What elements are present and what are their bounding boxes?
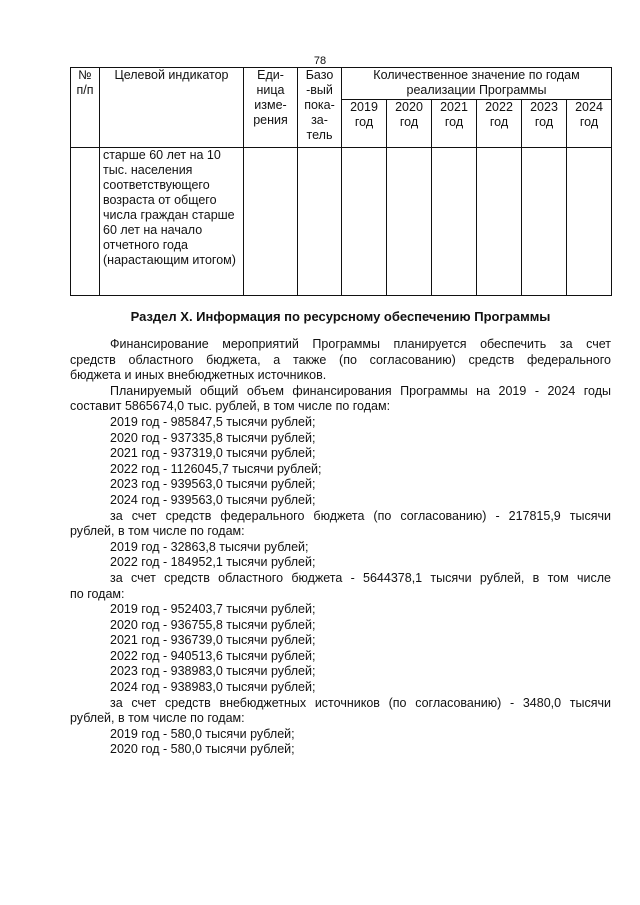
paragraph-line: средств областного бюджета, а также (по согласованию) средств федерального — [70, 352, 611, 367]
cell-number — [71, 148, 100, 296]
cell-2022 — [477, 148, 522, 296]
list-item: 2019 год - 32863,8 тысячи рублей; — [110, 539, 309, 554]
cell-2021 — [432, 148, 477, 296]
header-quantity: Количественное значение по годам реализации Программы — [342, 68, 612, 100]
paragraph-line: за счет средств федерального бюджета (по согласованию) - 217815,9 тысячи — [110, 508, 611, 523]
cell-2019 — [342, 148, 387, 296]
paragraph-line: по годам: — [70, 586, 125, 601]
cell-2023 — [522, 148, 567, 296]
list-item: 2020 год - 580,0 тысячи рублей; — [110, 742, 295, 757]
list-item: 2024 год - 938983,0 тысячи рублей; — [110, 680, 316, 695]
list-item: 2019 год - 580,0 тысячи рублей; — [110, 726, 295, 741]
list-item: 2023 год - 938983,0 тысячи рублей; — [110, 664, 316, 679]
cell-2024 — [567, 148, 612, 296]
cell-indicator: старше 60 лет на 10 тыс. населения соответствующего возраста от общего числа граждан старше 60 лет на начало отчетного года (нарастающим итогом) — [100, 148, 244, 296]
list-item: 2022 год - 184952,1 тысячи рублей; — [110, 555, 316, 570]
header-year-2024: 2024 год — [567, 100, 612, 148]
list-item: 2021 год - 937319,0 тысячи рублей; — [110, 446, 316, 461]
list-item: 2024 год - 939563,0 тысячи рублей; — [110, 492, 316, 507]
cell-unit — [244, 148, 298, 296]
header-unit: Еди- ница изме- рения — [244, 68, 298, 148]
paragraph-line: составит 5865674,0 тыс. рублей, в том числе по годам: — [70, 399, 391, 414]
document-body — [70, 337, 611, 758]
indicator-table — [70, 67, 612, 296]
header-year-2021: 2021 год — [432, 100, 477, 148]
paragraph-line: рублей, в том числе по годам: — [70, 524, 245, 539]
list-item: 2019 год - 952403,7 тысячи рублей; — [110, 602, 316, 617]
header-year-2022: 2022 год — [477, 100, 522, 148]
list-item: 2022 год - 1126045,7 тысячи рублей; — [110, 461, 322, 476]
list-item: 2019 год - 985847,5 тысячи рублей; — [110, 414, 316, 429]
paragraph-line: за счет средств внебюджетных источников (по согласованию) - 3480,0 тысячи — [110, 695, 611, 710]
paragraph-line: рублей, в том числе по годам: — [70, 711, 245, 726]
header-year-2019: 2019 год — [342, 100, 387, 148]
paragraph-line: за счет средств областного бюджета - 5644378,1 тысячи рублей, в том числе — [110, 570, 611, 585]
page-number: 78 — [313, 55, 327, 67]
paragraph-line: Финансирование мероприятий Программы планируется обеспечить за счет — [110, 337, 611, 351]
list-item: 2020 год - 937335,8 тысячи рублей; — [110, 430, 316, 445]
cell-2020 — [387, 148, 432, 296]
header-number: № п/п — [71, 68, 100, 148]
header-base: Базо -вый пока- за- тель — [298, 68, 342, 148]
list-item: 2021 год - 936739,0 тысячи рублей; — [110, 633, 316, 648]
header-indicator: Целевой индикатор — [100, 68, 244, 148]
paragraph-line: бюджета и иных внебюджетных источников. — [70, 368, 327, 383]
table-row — [71, 148, 612, 296]
list-item: 2022 год - 940513,6 тысячи рублей; — [110, 648, 316, 663]
section-title: Раздел X. Информация по ресурсному обеспечению Программы — [130, 309, 551, 324]
list-item: 2023 год - 939563,0 тысячи рублей; — [110, 477, 316, 492]
cell-base — [298, 148, 342, 296]
paragraph-line: Планируемый общий объем финансирования Программы на 2019 - 2024 годы — [110, 383, 611, 398]
list-item: 2020 год - 936755,8 тысячи рублей; — [110, 617, 316, 632]
header-year-2023: 2023 год — [522, 100, 567, 148]
header-year-2020: 2020 год — [387, 100, 432, 148]
